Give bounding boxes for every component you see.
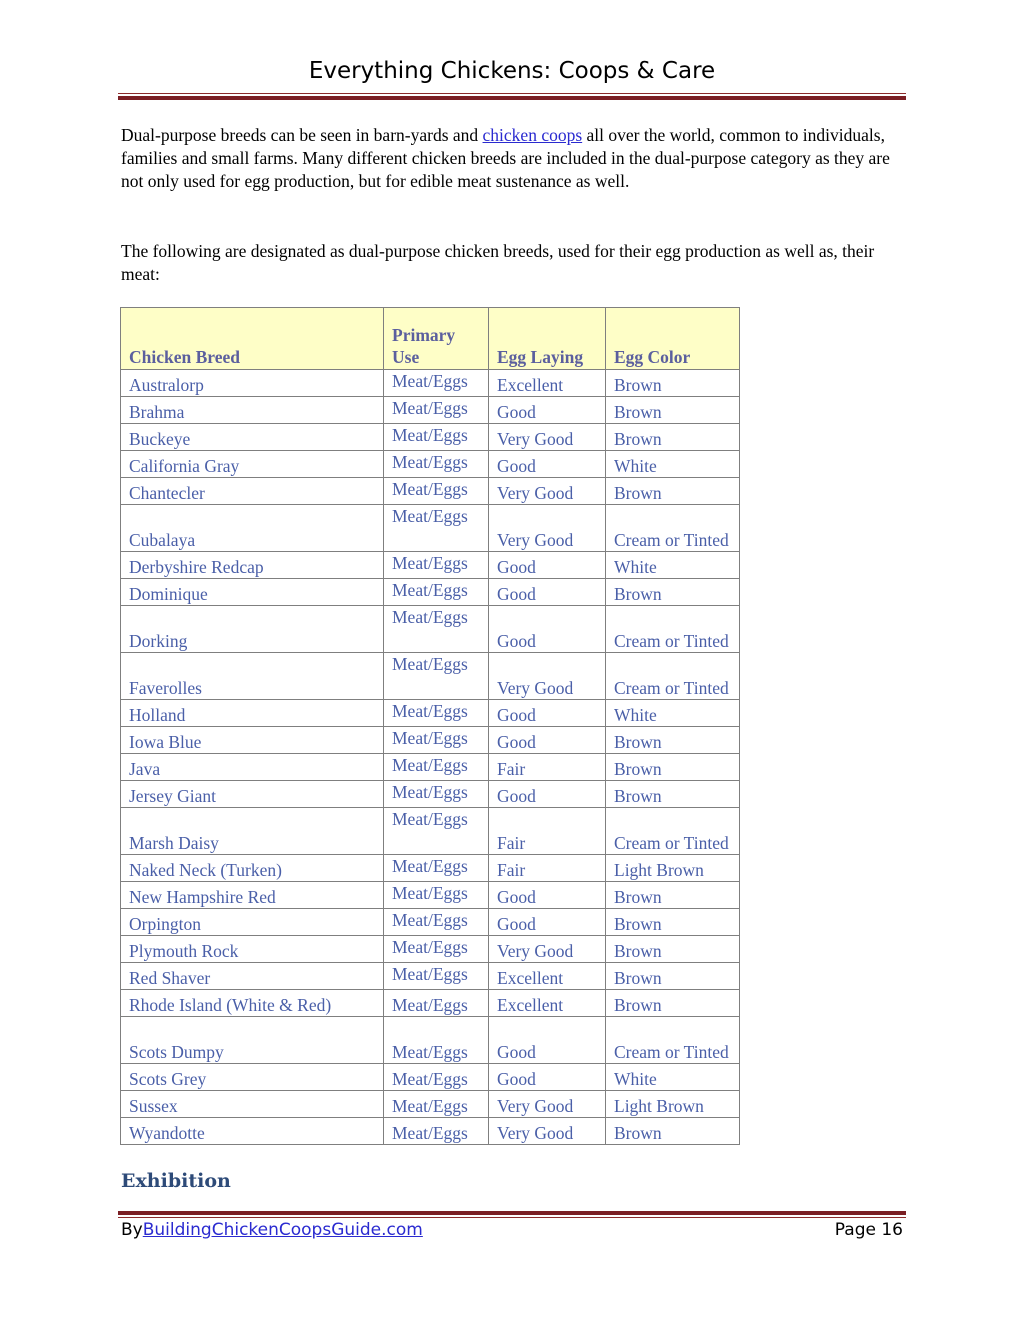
table-row: [121, 478, 740, 505]
table-row: [121, 700, 740, 727]
table-row: [121, 451, 740, 478]
cell-primary-use: Meat/Eggs: [384, 397, 489, 424]
table-row: [121, 882, 740, 909]
footer-divider: [118, 1211, 906, 1218]
cell-breed: Marsh Daisy: [121, 808, 384, 855]
cell-primary-use: Meat/Eggs: [384, 370, 489, 397]
cell-breed: Naked Neck (Turken): [121, 855, 384, 882]
cell-egg-color: Brown: [606, 370, 740, 397]
cell-primary-use: Meat/Eggs: [384, 882, 489, 909]
header-divider: [118, 93, 906, 100]
cell-breed: Cubalaya: [121, 505, 384, 552]
cell-primary-use: Meat/Eggs: [384, 606, 489, 653]
cell-breed: Rhode Island (White & Red): [121, 990, 384, 1017]
cell-egg-laying: Excellent: [489, 990, 606, 1017]
cell-primary-use: Meat/Eggs: [384, 808, 489, 855]
cell-primary-use: Meat/Eggs: [384, 505, 489, 552]
table-row: [121, 909, 740, 936]
intro-text-before: Dual-purpose breeds can be seen in barn-yards and: [121, 125, 483, 145]
cell-egg-color: Cream or Tinted: [606, 1017, 740, 1064]
cell-egg-laying: Very Good: [489, 653, 606, 700]
cell-breed: Faverolles: [121, 653, 384, 700]
table-row: [121, 963, 740, 990]
cell-egg-laying: Very Good: [489, 505, 606, 552]
cell-egg-color: White: [606, 700, 740, 727]
table-row: [121, 370, 740, 397]
cell-egg-color: Brown: [606, 909, 740, 936]
cell-breed: Red Shaver: [121, 963, 384, 990]
cell-breed: Chantecler: [121, 478, 384, 505]
cell-primary-use: Meat/Eggs: [384, 1091, 489, 1118]
table-row: [121, 808, 740, 855]
table-row: [121, 606, 740, 653]
table-row: [121, 505, 740, 552]
cell-primary-use: Meat/Eggs: [384, 552, 489, 579]
cell-egg-color: Brown: [606, 882, 740, 909]
cell-egg-laying: Good: [489, 552, 606, 579]
cell-primary-use: Meat/Eggs: [384, 936, 489, 963]
cell-breed: Scots Grey: [121, 1064, 384, 1091]
cell-breed: Dominique: [121, 579, 384, 606]
footer-by-label: By: [121, 1220, 143, 1240]
cell-egg-laying: Fair: [489, 855, 606, 882]
cell-primary-use: Meat/Eggs: [384, 424, 489, 451]
cell-primary-use: Meat/Eggs: [384, 963, 489, 990]
cell-breed: Jersey Giant: [121, 781, 384, 808]
cell-breed: California Gray: [121, 451, 384, 478]
column-header-egg-color: Egg Color: [606, 308, 740, 370]
cell-egg-laying: Good: [489, 579, 606, 606]
list-intro-paragraph: The following are designated as dual-purpose chicken breeds, used for their egg production as well as, their meat:: [121, 241, 875, 284]
cell-egg-color: Light Brown: [606, 1091, 740, 1118]
cell-breed: Wyandotte: [121, 1118, 384, 1145]
cell-primary-use: Meat/Eggs: [384, 1064, 489, 1091]
cell-egg-color: Brown: [606, 936, 740, 963]
cell-egg-color: White: [606, 1064, 740, 1091]
table-row: [121, 653, 740, 700]
cell-egg-color: Brown: [606, 579, 740, 606]
table-row: [121, 936, 740, 963]
cell-primary-use: Meat/Eggs: [384, 700, 489, 727]
cell-egg-color: White: [606, 451, 740, 478]
cell-egg-color: Brown: [606, 781, 740, 808]
table-row: [121, 990, 740, 1017]
cell-egg-laying: Very Good: [489, 478, 606, 505]
cell-egg-laying: Fair: [489, 808, 606, 855]
cell-egg-laying: Excellent: [489, 963, 606, 990]
cell-breed: Dorking: [121, 606, 384, 653]
cell-egg-color: Brown: [606, 1118, 740, 1145]
cell-egg-color: Cream or Tinted: [606, 606, 740, 653]
cell-primary-use: Meat/Eggs: [384, 478, 489, 505]
cell-primary-use: Meat/Eggs: [384, 451, 489, 478]
cell-primary-use: Meat/Eggs: [384, 781, 489, 808]
cell-breed: Derbyshire Redcap: [121, 552, 384, 579]
cell-egg-laying: Good: [489, 909, 606, 936]
chicken-coops-link[interactable]: chicken coops: [482, 125, 583, 145]
cell-primary-use: Meat/Eggs: [384, 727, 489, 754]
cell-egg-laying: Good: [489, 397, 606, 424]
cell-breed: Orpington: [121, 909, 384, 936]
table-row: [121, 754, 740, 781]
cell-egg-laying: Very Good: [489, 936, 606, 963]
table-row: [121, 397, 740, 424]
cell-breed: Plymouth Rock: [121, 936, 384, 963]
cell-egg-laying: Good: [489, 781, 606, 808]
cell-primary-use: Meat/Eggs: [384, 653, 489, 700]
table-row: [121, 855, 740, 882]
cell-egg-color: Cream or Tinted: [606, 808, 740, 855]
cell-egg-color: Brown: [606, 397, 740, 424]
column-header-breed: Chicken Breed: [121, 308, 384, 370]
cell-primary-use: Meat/Eggs: [384, 1118, 489, 1145]
cell-breed: Buckeye: [121, 424, 384, 451]
cell-egg-laying: Good: [489, 606, 606, 653]
page-number: Page 16: [834, 1220, 903, 1240]
cell-breed: Sussex: [121, 1091, 384, 1118]
cell-breed: Java: [121, 754, 384, 781]
table-row: [121, 727, 740, 754]
cell-egg-laying: Good: [489, 1064, 606, 1091]
cell-primary-use: Meat/Eggs: [384, 855, 489, 882]
cell-egg-color: Brown: [606, 754, 740, 781]
cell-egg-color: Brown: [606, 990, 740, 1017]
table-row: [121, 1064, 740, 1091]
cell-egg-laying: Very Good: [489, 1091, 606, 1118]
cell-egg-color: Cream or Tinted: [606, 653, 740, 700]
column-header-primary-use: Primary Use: [384, 308, 489, 370]
section-heading-exhibition: Exhibition: [121, 1170, 231, 1192]
dual-purpose-breeds-table: [120, 307, 740, 1145]
cell-egg-laying: Good: [489, 727, 606, 754]
cell-primary-use: Meat/Eggs: [384, 909, 489, 936]
cell-primary-use: Meat/Eggs: [384, 579, 489, 606]
footer-site-link[interactable]: BuildingChickenCoopsGuide.com: [142, 1220, 423, 1240]
cell-breed: New Hampshire Red: [121, 882, 384, 909]
cell-primary-use: Meat/Eggs: [384, 754, 489, 781]
cell-egg-laying: Good: [489, 700, 606, 727]
table-row: [121, 424, 740, 451]
column-header-egg-laying: Egg Laying: [489, 308, 606, 370]
table-row: [121, 579, 740, 606]
table-row: [121, 781, 740, 808]
footer-attribution: [121, 1220, 423, 1240]
cell-egg-color: Brown: [606, 424, 740, 451]
cell-breed: Iowa Blue: [121, 727, 384, 754]
cell-breed: Holland: [121, 700, 384, 727]
cell-primary-use: Meat/Eggs: [384, 1017, 489, 1064]
cell-egg-laying: Very Good: [489, 424, 606, 451]
cell-egg-color: Brown: [606, 963, 740, 990]
intro-paragraph: [121, 124, 906, 193]
cell-egg-laying: Good: [489, 1017, 606, 1064]
table-header-row: [121, 308, 740, 370]
cell-egg-laying: Very Good: [489, 1118, 606, 1145]
cell-primary-use: Meat/Eggs: [384, 990, 489, 1017]
cell-egg-laying: Good: [489, 451, 606, 478]
cell-egg-color: Cream or Tinted: [606, 505, 740, 552]
cell-egg-laying: Excellent: [489, 370, 606, 397]
cell-breed: Scots Dumpy: [121, 1017, 384, 1064]
table-row: [121, 1017, 740, 1064]
intro-text-after: all over the world, common to individuals, families and small farms. Many different chicken breeds are included in the dual-purpose category as they are not only used for egg production, but for edible meat sustenance as well.: [121, 125, 890, 191]
table-row: [121, 1118, 740, 1145]
cell-egg-color: Brown: [606, 478, 740, 505]
cell-breed: Brahma: [121, 397, 384, 424]
cell-egg-color: Light Brown: [606, 855, 740, 882]
cell-egg-color: Brown: [606, 727, 740, 754]
cell-breed: Australorp: [121, 370, 384, 397]
cell-egg-laying: Fair: [489, 754, 606, 781]
table-row: [121, 1091, 740, 1118]
page-header-title: Everything Chickens: Coops & Care: [308, 58, 716, 84]
table-row: [121, 552, 740, 579]
cell-egg-laying: Good: [489, 882, 606, 909]
cell-egg-color: White: [606, 552, 740, 579]
